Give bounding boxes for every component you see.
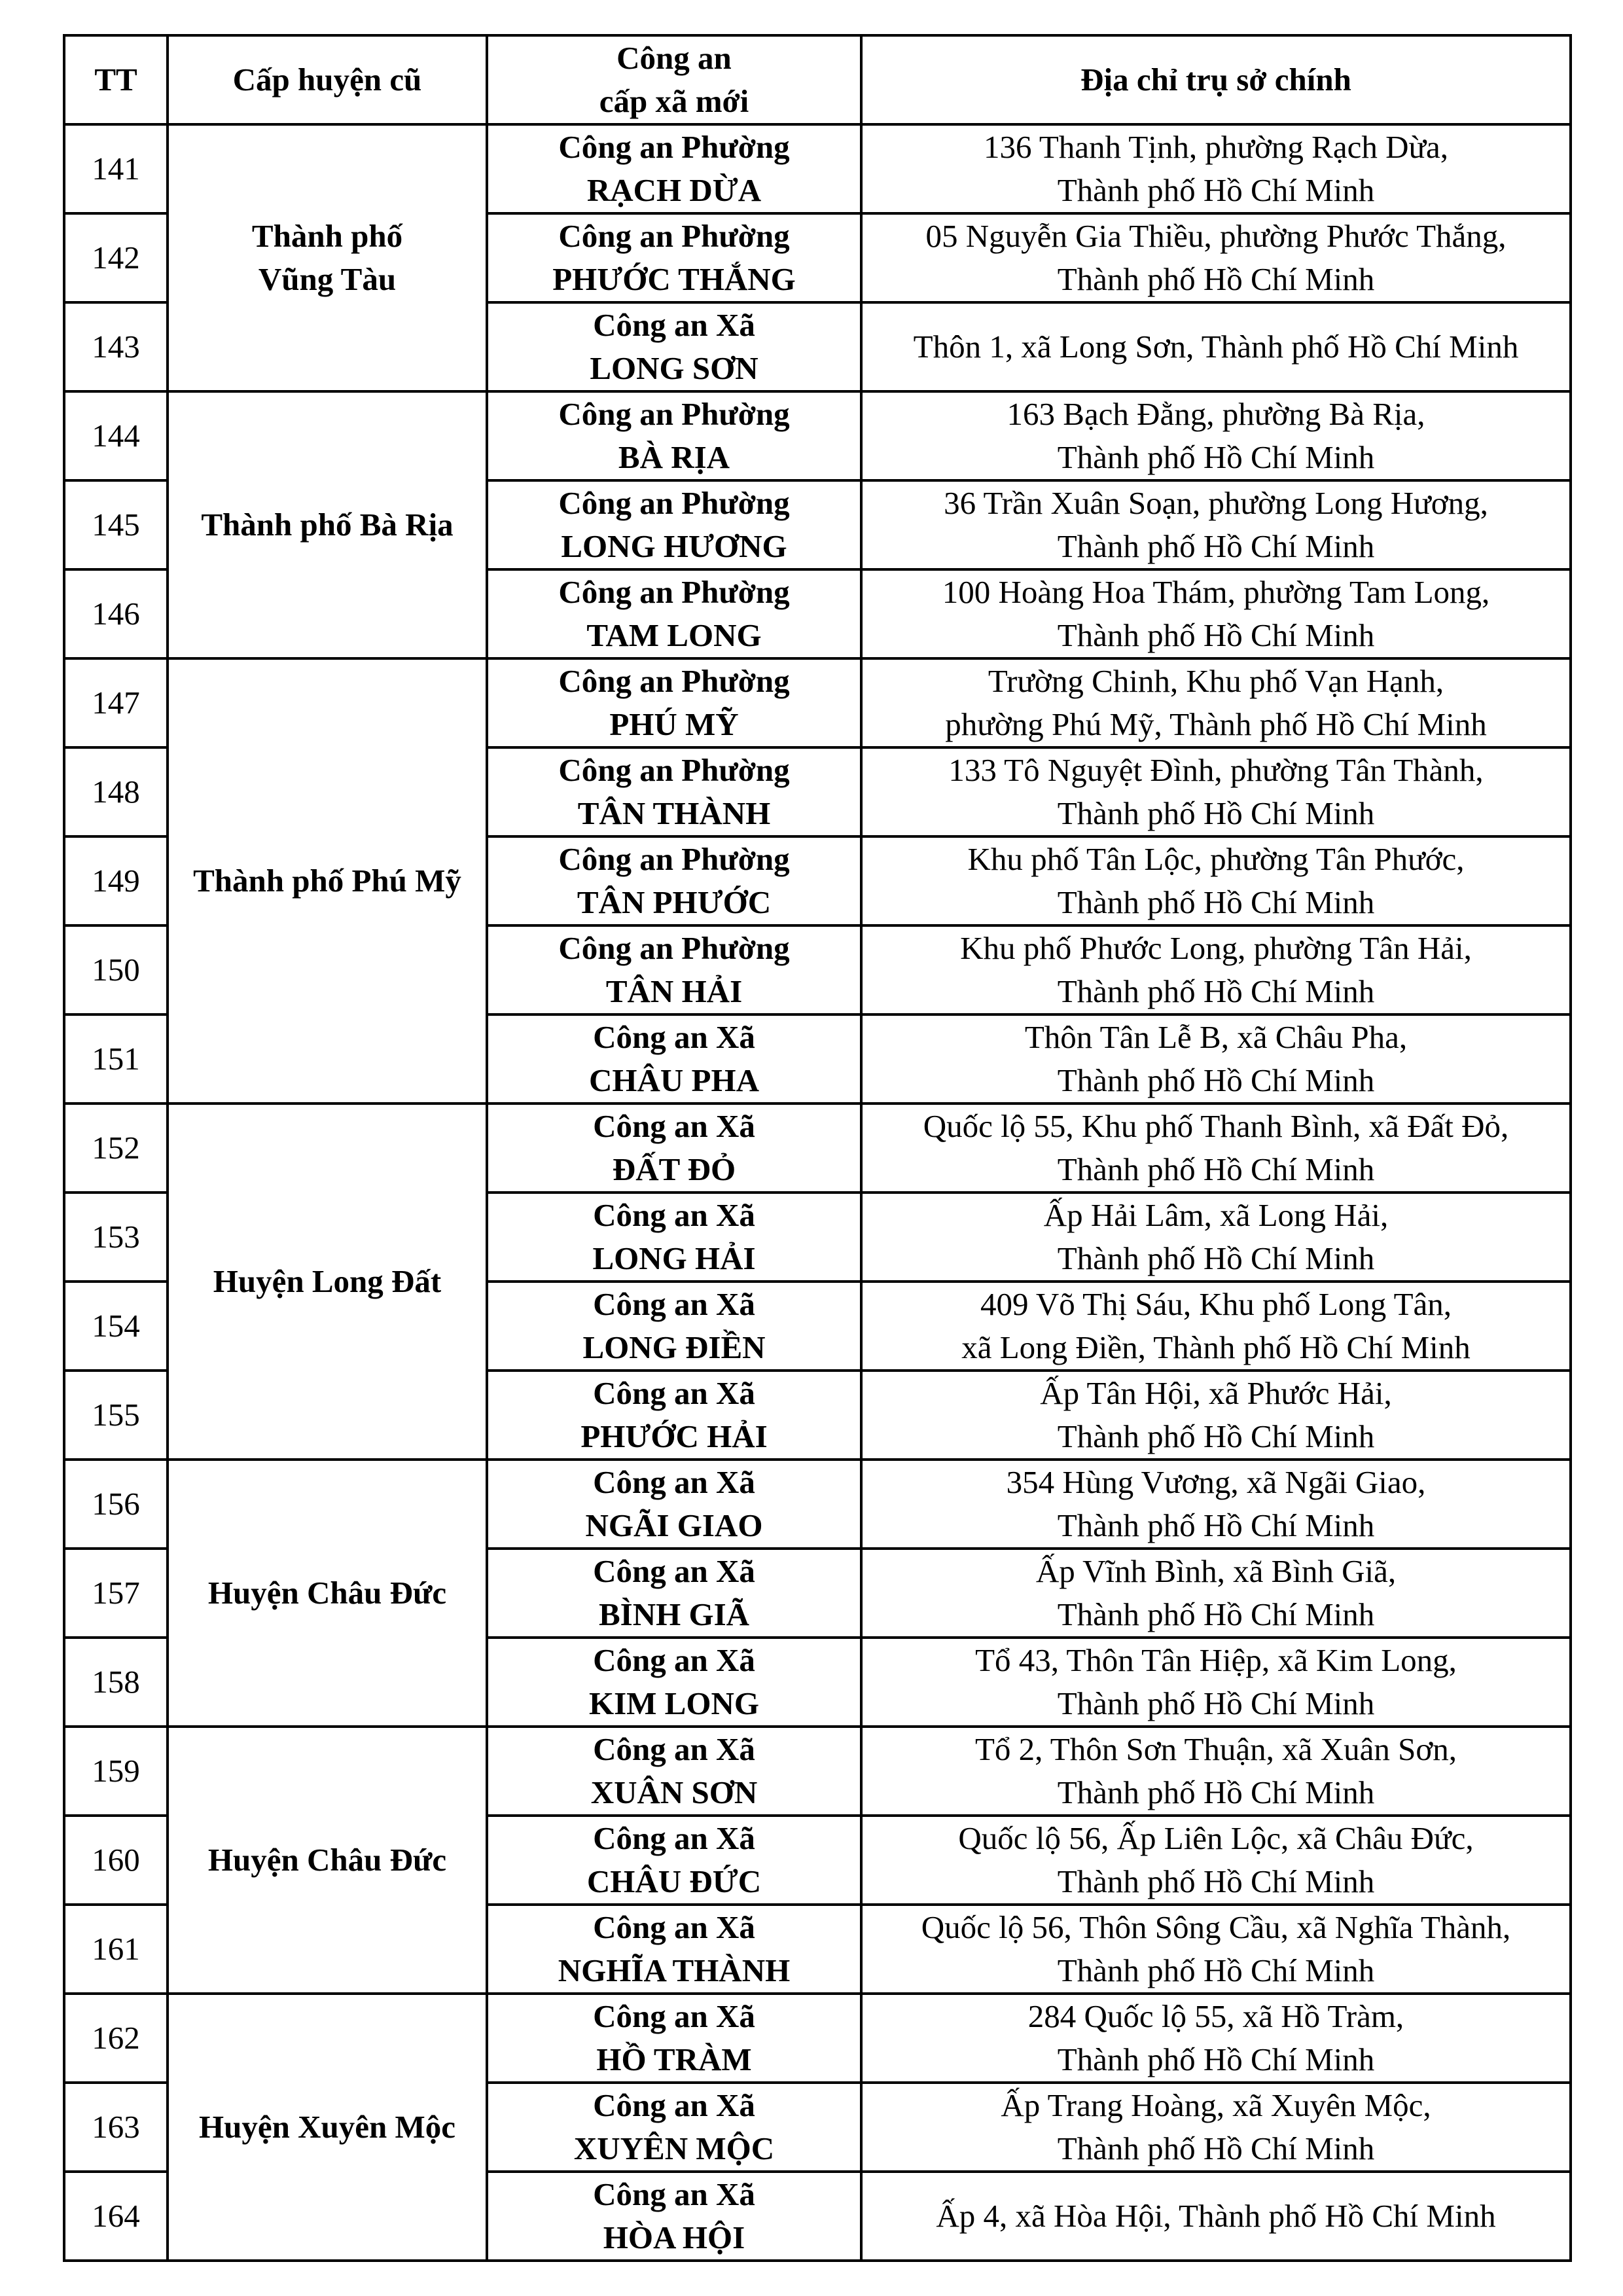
address-cell xyxy=(861,1905,1571,1994)
row-number: 159 xyxy=(64,1727,168,1816)
unit-name: LONG ĐIỀN xyxy=(582,1329,766,1365)
address-line: Khu phố Tân Lộc, phường Tân Phước, xyxy=(967,841,1465,877)
row-number: 155 xyxy=(64,1371,168,1460)
address-line: 05 Nguyễn Gia Thiều, phường Phước Thắng, xyxy=(925,218,1507,254)
new-unit-cell xyxy=(487,1638,861,1727)
address-cell xyxy=(861,391,1571,480)
old-district-cell xyxy=(168,124,487,391)
table-row xyxy=(64,1460,1571,1549)
address-line: Khu phố Phước Long, phường Tân Hải, xyxy=(960,930,1472,966)
police-units-table xyxy=(63,34,1572,2262)
old-district-name: Huyện Long Đất xyxy=(213,1263,442,1299)
new-unit-cell xyxy=(487,480,861,569)
address-cell xyxy=(861,1727,1571,1816)
address-cell xyxy=(861,925,1571,1014)
address-line: 133 Tô Nguyệt Đình, phường Tân Thành, xyxy=(948,752,1484,788)
new-unit-cell xyxy=(487,1371,861,1460)
old-district-name: Huyện Châu Đức xyxy=(207,1575,447,1611)
address-cell xyxy=(861,1371,1571,1460)
address-cell xyxy=(861,747,1571,836)
row-number: 157 xyxy=(64,1549,168,1638)
row-number: 162 xyxy=(64,1994,168,2083)
address-cell xyxy=(861,658,1571,747)
address-line: Thành phố Hồ Chí Minh xyxy=(1057,528,1375,564)
row-number: 153 xyxy=(64,1193,168,1282)
old-district-name: Huyện Xuyên Mộc xyxy=(199,2109,455,2145)
unit-type: Công an Phường xyxy=(558,129,790,165)
unit-type: Công an Phường xyxy=(558,574,790,610)
header-address: Địa chỉ trụ sở chính xyxy=(861,35,1571,124)
unit-type: Công an Phường xyxy=(558,930,790,966)
unit-type: Công an Phường xyxy=(558,218,790,254)
unit-type: Công an Xã xyxy=(593,1108,755,1144)
unit-type: Công an Xã xyxy=(593,1998,755,2034)
unit-name: NGÃI GIAO xyxy=(585,1507,763,1543)
old-district-cell xyxy=(168,1994,487,2261)
unit-type: Công an Xã xyxy=(593,1731,755,1767)
address-line: Tổ 2, Thôn Sơn Thuận, xã Xuân Sơn, xyxy=(975,1731,1457,1767)
unit-type: Công an Phường xyxy=(558,485,790,521)
header-unit xyxy=(487,35,861,124)
address-line: Ấp Tân Hội, xã Phước Hải, xyxy=(1040,1375,1392,1411)
new-unit-cell xyxy=(487,747,861,836)
row-number: 158 xyxy=(64,1638,168,1727)
address-cell xyxy=(861,1816,1571,1905)
unit-name: XUYÊN MỘC xyxy=(573,2130,775,2166)
new-unit-cell xyxy=(487,213,861,302)
old-district-name: Thành phố xyxy=(251,218,403,254)
unit-type: Công an Xã xyxy=(593,1197,755,1233)
address-line: Thành phố Hồ Chí Minh xyxy=(1057,884,1375,920)
new-unit-cell xyxy=(487,925,861,1014)
new-unit-cell xyxy=(487,1103,861,1193)
row-number: 150 xyxy=(64,925,168,1014)
address-line: Thành phố Hồ Chí Minh xyxy=(1057,261,1375,297)
table-row xyxy=(64,1994,1571,2083)
old-district-cell xyxy=(168,658,487,1103)
table-header xyxy=(64,35,1571,124)
address-cell xyxy=(861,124,1571,213)
address-line: Ấp Vĩnh Bình, xã Bình Giã, xyxy=(1035,1553,1397,1589)
address-line: Thành phố Hồ Chí Minh xyxy=(1057,1240,1375,1276)
address-line: Trường Chinh, Khu phố Vạn Hạnh, xyxy=(988,663,1444,699)
address-line: Thành phố Hồ Chí Minh xyxy=(1057,2041,1375,2077)
address-line: Thành phố Hồ Chí Minh xyxy=(1057,172,1375,208)
unit-type: Công an Xã xyxy=(593,1286,755,1322)
address-cell xyxy=(861,1638,1571,1727)
new-unit-cell xyxy=(487,302,861,391)
old-district-name: Huyện Châu Đức xyxy=(207,1842,447,1878)
row-number: 144 xyxy=(64,391,168,480)
new-unit-cell xyxy=(487,1193,861,1282)
address-line: phường Phú Mỹ, Thành phố Hồ Chí Minh xyxy=(945,706,1487,742)
row-number: 156 xyxy=(64,1460,168,1549)
address-cell xyxy=(861,1549,1571,1638)
new-unit-cell xyxy=(487,1549,861,1638)
unit-name: BÀ RỊA xyxy=(618,439,730,475)
row-number: 160 xyxy=(64,1816,168,1905)
address-line: Quốc lộ 55, Khu phố Thanh Bình, xã Đất Đỏ, xyxy=(923,1108,1509,1144)
new-unit-cell xyxy=(487,2172,861,2261)
address-line: Thôn Tân Lễ B, xã Châu Pha, xyxy=(1024,1019,1408,1055)
unit-name: TÂN THÀNH xyxy=(577,795,771,831)
unit-name: BÌNH GIÃ xyxy=(598,1596,750,1632)
address-line: Thành phố Hồ Chí Minh xyxy=(1057,1151,1375,1187)
address-line: 136 Thanh Tịnh, phường Rạch Dừa, xyxy=(983,129,1449,165)
unit-name: CHÂU ĐỨC xyxy=(586,1863,762,1899)
address-line: Thành phố Hồ Chí Minh xyxy=(1057,617,1375,653)
address-line: Thành phố Hồ Chí Minh xyxy=(1057,1863,1375,1899)
unit-type: Công an Xã xyxy=(593,2176,755,2212)
header-unit-line1: Công an xyxy=(616,40,732,76)
unit-type: Công an Phường xyxy=(558,752,790,788)
new-unit-cell xyxy=(487,2083,861,2172)
unit-name: PHÚ MỸ xyxy=(609,706,739,742)
row-number: 164 xyxy=(64,2172,168,2261)
address-cell xyxy=(861,2172,1571,2261)
address-line: Ấp Hải Lâm, xã Long Hải, xyxy=(1043,1197,1389,1233)
header-unit-line2: cấp xã mới xyxy=(599,83,749,119)
row-number: 141 xyxy=(64,124,168,213)
unit-name: LONG SƠN xyxy=(590,350,758,386)
unit-name: HÒA HỘI xyxy=(603,2219,745,2255)
new-unit-cell xyxy=(487,1905,861,1994)
unit-name: HỒ TRÀM xyxy=(596,2041,752,2077)
unit-type: Công an Xã xyxy=(593,1553,755,1589)
table-row xyxy=(64,391,1571,480)
table-row xyxy=(64,658,1571,747)
address-line: Ấp Trang Hoàng, xã Xuyên Mộc, xyxy=(1001,2087,1431,2123)
unit-type: Công an Xã xyxy=(593,1909,755,1945)
address-line: Thành phố Hồ Chí Minh xyxy=(1057,1596,1375,1632)
address-line: Thành phố Hồ Chí Minh xyxy=(1057,2130,1375,2166)
address-line: Thành phố Hồ Chí Minh xyxy=(1057,1952,1375,1988)
new-unit-cell xyxy=(487,569,861,658)
table-row xyxy=(64,124,1571,213)
address-cell xyxy=(861,836,1571,925)
header-district: Cấp huyện cũ xyxy=(168,35,487,124)
old-district-name: Thành phố Bà Rịa xyxy=(201,507,454,543)
unit-name: LONG HƯƠNG xyxy=(561,528,787,564)
table-body xyxy=(64,124,1571,2261)
address-line: 100 Hoàng Hoa Thám, phường Tam Long, xyxy=(942,574,1490,610)
address-cell xyxy=(861,480,1571,569)
row-number: 161 xyxy=(64,1905,168,1994)
unit-type: Công an Xã xyxy=(593,1820,755,1856)
unit-type: Công an Xã xyxy=(593,1375,755,1411)
address-line: Ấp 4, xã Hòa Hội, Thành phố Hồ Chí Minh xyxy=(936,2198,1496,2234)
address-cell xyxy=(861,213,1571,302)
unit-name: CHÂU PHA xyxy=(589,1062,759,1098)
unit-type: Công an Xã xyxy=(593,1642,755,1678)
address-line: Thành phố Hồ Chí Minh xyxy=(1057,1774,1375,1810)
address-line: Thành phố Hồ Chí Minh xyxy=(1057,1685,1375,1721)
address-line: Quốc lộ 56, Thôn Sông Cầu, xã Nghĩa Thành, xyxy=(921,1909,1511,1945)
address-line: Thành phố Hồ Chí Minh xyxy=(1057,1418,1375,1454)
old-district-name: Vũng Tàu xyxy=(258,261,397,297)
new-unit-cell xyxy=(487,1727,861,1816)
new-unit-cell xyxy=(487,1460,861,1549)
address-line: Thành phố Hồ Chí Minh xyxy=(1057,439,1375,475)
address-line: Thành phố Hồ Chí Minh xyxy=(1057,1507,1375,1543)
unit-name: TÂN HẢI xyxy=(605,973,743,1009)
unit-name: PHƯỚC HẢI xyxy=(580,1418,768,1454)
address-cell xyxy=(861,1014,1571,1103)
address-cell xyxy=(861,1193,1571,1282)
address-line: 284 Quốc lộ 55, xã Hồ Tràm, xyxy=(1027,1998,1404,2034)
address-line: Thành phố Hồ Chí Minh xyxy=(1057,1062,1375,1098)
address-cell xyxy=(861,302,1571,391)
address-cell xyxy=(861,1282,1571,1371)
address-cell xyxy=(861,1994,1571,2083)
address-line: 409 Võ Thị Sáu, Khu phố Long Tân, xyxy=(980,1286,1452,1322)
new-unit-cell xyxy=(487,658,861,747)
unit-name: LONG HẢI xyxy=(592,1240,756,1276)
new-unit-cell xyxy=(487,1014,861,1103)
unit-name: NGHĨA THÀNH xyxy=(558,1952,791,1988)
address-line: Thành phố Hồ Chí Minh xyxy=(1057,795,1375,831)
unit-type: Công an Xã xyxy=(593,307,755,343)
table-row xyxy=(64,1727,1571,1816)
row-number: 142 xyxy=(64,213,168,302)
address-cell xyxy=(861,1103,1571,1193)
address-line: Quốc lộ 56, Ấp Liên Lộc, xã Châu Đức, xyxy=(958,1820,1474,1856)
old-district-cell xyxy=(168,1727,487,1994)
unit-name: XUÂN SƠN xyxy=(590,1774,758,1810)
row-number: 146 xyxy=(64,569,168,658)
old-district-cell xyxy=(168,1460,487,1727)
unit-type: Công an Phường xyxy=(558,396,790,432)
unit-name: ĐẤT ĐỎ xyxy=(612,1151,736,1187)
row-number: 148 xyxy=(64,747,168,836)
address-line: 354 Hùng Vương, xã Ngãi Giao, xyxy=(1006,1464,1426,1500)
header-row xyxy=(64,35,1571,124)
row-number: 154 xyxy=(64,1282,168,1371)
new-unit-cell xyxy=(487,391,861,480)
new-unit-cell xyxy=(487,1816,861,1905)
row-number: 163 xyxy=(64,2083,168,2172)
unit-name: KIM LONG xyxy=(589,1685,759,1721)
old-district-cell xyxy=(168,391,487,658)
unit-type: Công an Xã xyxy=(593,1464,755,1500)
address-cell xyxy=(861,569,1571,658)
table-row xyxy=(64,1103,1571,1193)
address-cell xyxy=(861,2083,1571,2172)
unit-name: TÂN PHƯỚC xyxy=(577,884,772,920)
unit-name: RẠCH DỪA xyxy=(586,172,762,208)
unit-type: Công an Phường xyxy=(558,663,790,699)
new-unit-cell xyxy=(487,1282,861,1371)
unit-type: Công an Xã xyxy=(593,2087,755,2123)
address-cell xyxy=(861,1460,1571,1549)
row-number: 143 xyxy=(64,302,168,391)
address-line: xã Long Điền, Thành phố Hồ Chí Minh xyxy=(961,1329,1471,1365)
unit-type: Công an Phường xyxy=(558,841,790,877)
address-line: Thôn 1, xã Long Sơn, Thành phố Hồ Chí Minh xyxy=(913,329,1519,365)
row-number: 145 xyxy=(64,480,168,569)
address-line: Thành phố Hồ Chí Minh xyxy=(1057,973,1375,1009)
row-number: 149 xyxy=(64,836,168,925)
row-number: 147 xyxy=(64,658,168,747)
address-line: Tổ 43, Thôn Tân Hiệp, xã Kim Long, xyxy=(975,1642,1457,1678)
old-district-cell xyxy=(168,1103,487,1460)
new-unit-cell xyxy=(487,836,861,925)
unit-name: TAM LONG xyxy=(586,617,762,653)
address-line: 163 Bạch Đằng, phường Bà Rịa, xyxy=(1007,396,1425,432)
old-district-name: Thành phố Phú Mỹ xyxy=(193,863,461,899)
header-tt: TT xyxy=(64,35,168,124)
row-number: 152 xyxy=(64,1103,168,1193)
unit-type: Công an Xã xyxy=(593,1019,755,1055)
unit-name: PHƯỚC THẮNG xyxy=(552,261,796,297)
row-number: 151 xyxy=(64,1014,168,1103)
new-unit-cell xyxy=(487,1994,861,2083)
new-unit-cell xyxy=(487,124,861,213)
address-line: 36 Trần Xuân Soạn, phường Long Hương, xyxy=(944,485,1488,521)
